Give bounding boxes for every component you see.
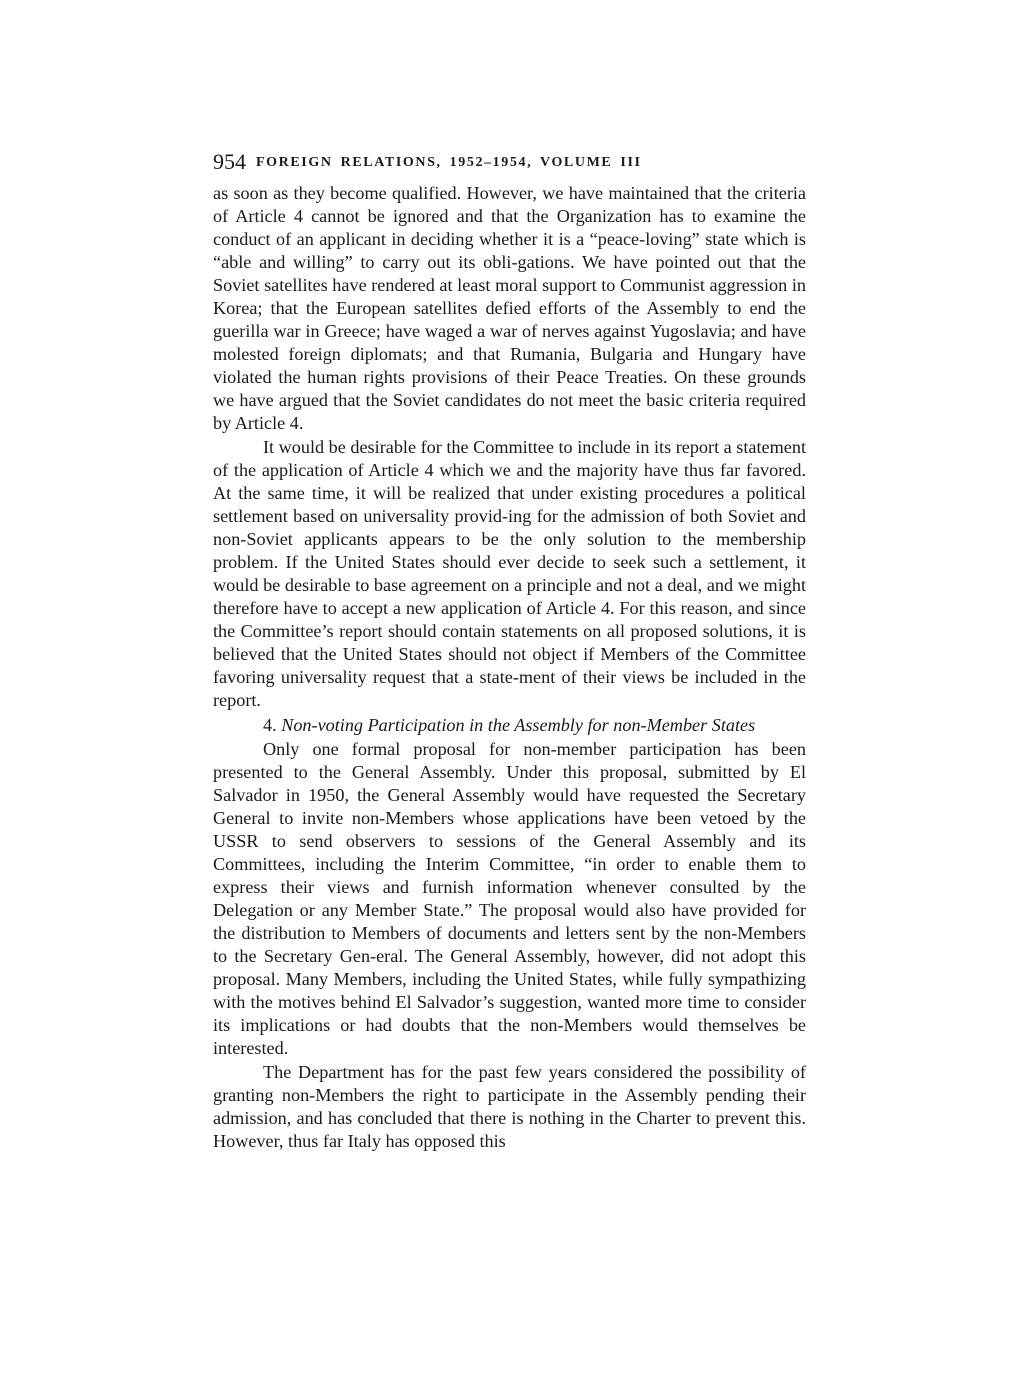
paragraph-article-4-report: It would be desirable for the Committee to include in its report a statement of the application of Article 4 which we and the majority have thus far favored. At the same time, it will be realized that under existing procedures a political settlement based on universality provid-ing for the admission of both Soviet and non-Soviet applicants appears to be the only solution to the membership problem. If the United States should ever decide to seek such a settlement, it would be desirable to base agreement on a principle and not a deal, and we might therefore have to accept a new application of Article 4. For this reason, and since the Committee’s report should contain statements on all proposed solutions, it is believed that the United States should not object if Members of the Committee favoring universality request that a state-ment of their views be included in the report. bbox=[213, 437, 806, 710]
running-head: FOREIGN RELATIONS, 1952–1954, VOLUME III bbox=[256, 155, 642, 170]
paragraph-el-salvador-proposal: Only one formal proposal for non-member participation has been presented to the General Assembly. Under this proposal, submitted by El Salvador in 1950, the General Assembly would have requested the Secretary General to invite non-Members whose applications have been vetoed by the USSR to send observers to sessions of the General Assembly and its Committees, including the Interim Committee, “in order to enable them to express their views and furnish information whenever consulted by the Delegation or any Member State.” The proposal would also have provided for the distribution to Members of documents and letters sent by the non-Members to the Secretary Gen-eral. The General Assembly, however, did not adopt this proposal. Many Members, including the United States, while fully sympathizing with the motives behind El Salvador’s suggestion, wanted more time to consider its implications or had doubts that the non-Members would themselves be interested. bbox=[213, 739, 806, 1058]
page-number: 954 bbox=[213, 149, 246, 174]
page-header bbox=[213, 148, 806, 182]
section-title: Non-voting Participation in the Assembly for non-Member States bbox=[281, 715, 756, 735]
section-heading bbox=[213, 714, 806, 737]
paragraph-department-position: The Department has for the past few years considered the possibility of granting non-Members the right to participate in the Assembly pending their admission, and has concluded that there is nothing in the Charter to prevent this. However, thus far Italy has opposed this bbox=[213, 1062, 806, 1151]
page-content bbox=[213, 148, 806, 1153]
paragraph-continuation: as soon as they become qualified. However, we have maintained that the criteria of Article 4 cannot be ignored and that the Organization has to examine the conduct of an applicant in deciding whether it is a “peace-loving” state which is “able and willing” to carry out its obli-gations. We have pointed out that the Soviet satellites have rendered at least moral support to Communist aggression in Korea; that the European satellites defied efforts of the Assembly to end the guerilla war in Greece; have waged a war of nerves against Yugoslavia; and have molested foreign diplomats; and that Rumania, Bulgaria and Hungary have violated the human rights provisions of their Peace Treaties. On these grounds we have argued that the Soviet candidates do not meet the basic criteria required by Article 4. bbox=[213, 183, 806, 433]
section-number: 4. bbox=[263, 715, 277, 735]
